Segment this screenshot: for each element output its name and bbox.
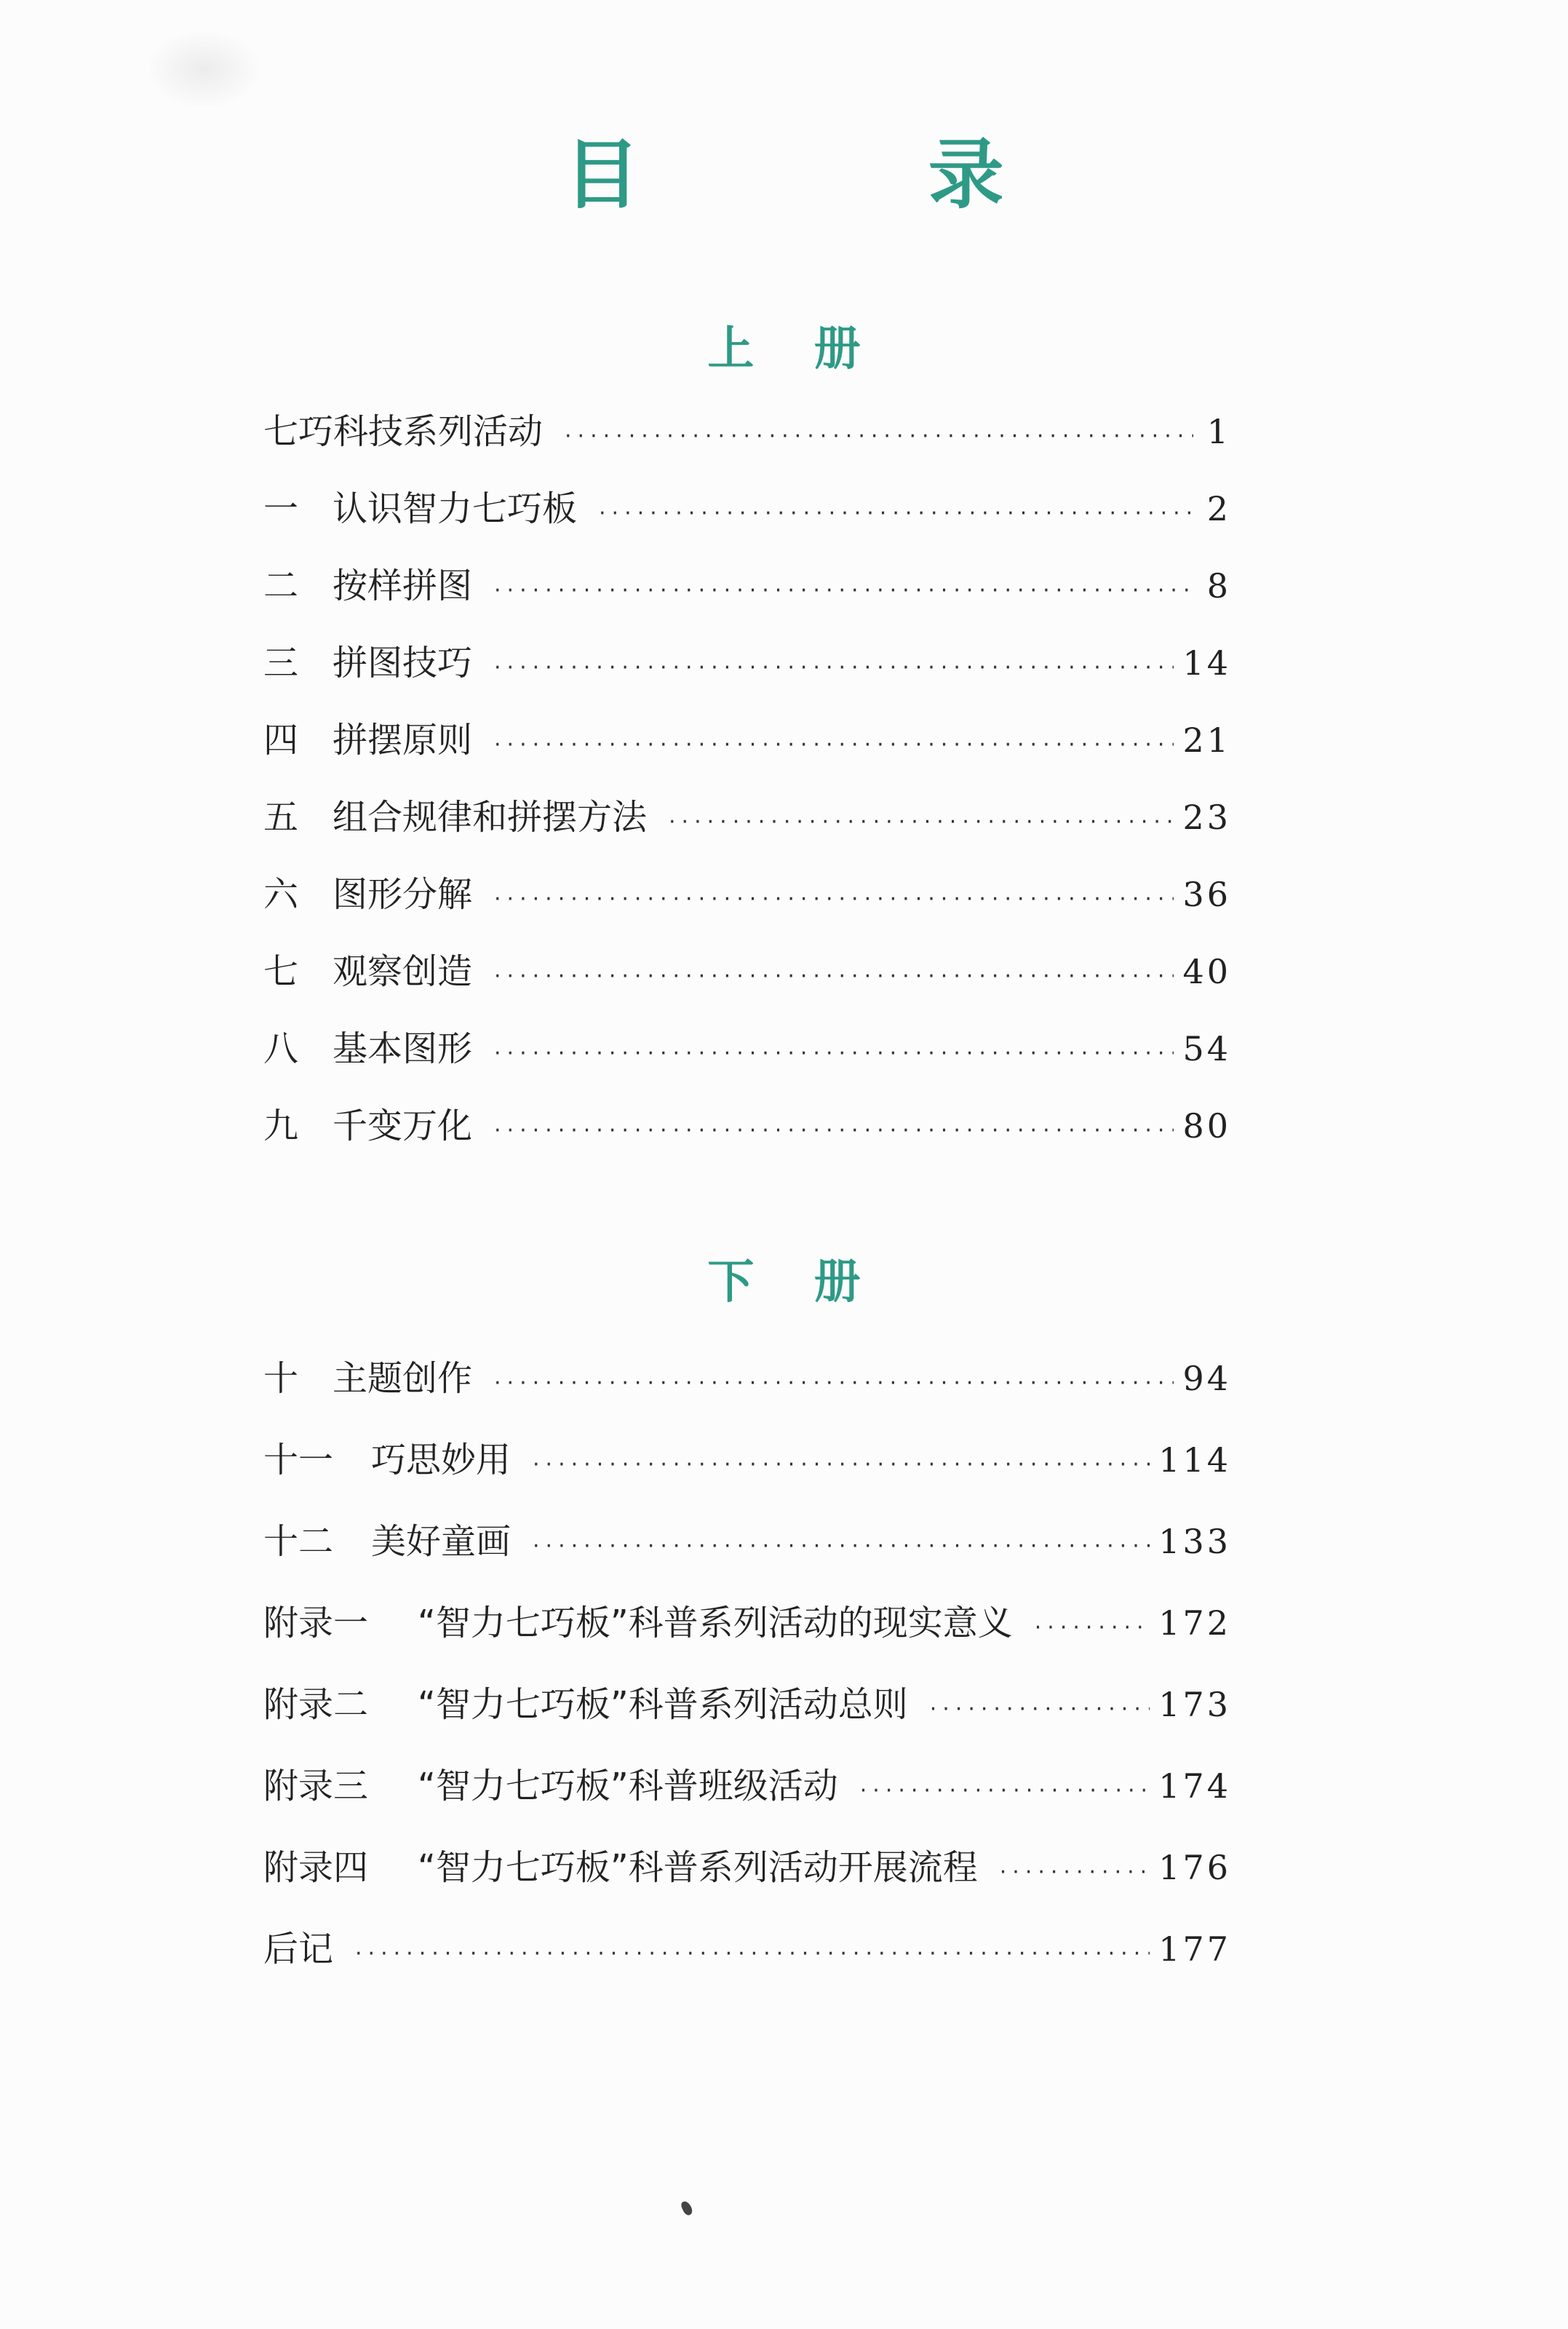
toc-entry[interactable] [263,702,1231,779]
toc-entry-number: 一 [263,488,299,529]
toc-entry-number: 九 [263,1106,299,1146]
toc-entry-label: 拼摆原则 [333,720,473,761]
toc-entry-label: 巧思妙用 [371,1440,512,1480]
toc-entry[interactable] [263,1664,1231,1745]
toc-entry-page: 133 [1158,1522,1231,1561]
dot-leader [930,1669,1150,1750]
toc-entry[interactable] [263,1908,1231,1990]
dot-leader [494,1015,1174,1092]
toc-entry-page: 177 [1158,1929,1231,1969]
toc-entry[interactable] [263,779,1231,856]
toc-entry-label: 按样拼图 [333,566,473,606]
toc-entry-number: 七 [263,951,299,992]
dot-leader [494,861,1174,938]
dot-leader [599,475,1193,552]
toc-entry-page: 14 [1182,643,1231,683]
toc-entry-page: 174 [1158,1766,1231,1806]
dot-leader [494,552,1193,630]
toc-entry[interactable] [263,1827,1231,1908]
toc-entry[interactable] [263,470,1231,547]
toc-entry-label: “智力七巧板”科普系列活动开展流程 [418,1847,978,1888]
toc-entry-label: 拼图技巧 [333,643,473,683]
dot-leader [669,784,1174,861]
toc-entry-number: 十二 [263,1521,334,1562]
toc-entry-page: 54 [1182,1029,1231,1068]
toc-entry-number: 二 [263,566,299,606]
toc-entry[interactable] [263,1419,1231,1501]
dot-leader [494,1343,1174,1424]
toc-entry-page: 23 [1182,798,1231,837]
toc-entry[interactable] [263,393,1231,470]
dot-leader [494,1092,1174,1170]
toc-entry[interactable] [263,1010,1231,1087]
dot-leader [494,630,1174,707]
toc-entry-number: 五 [263,797,299,838]
toc-entry-label: “智力七巧板”科普系列活动的现实意义 [418,1603,1013,1643]
toc-entry-page: 172 [1158,1603,1231,1643]
volume2-toc [263,1338,1231,1990]
toc-entry-label: 主题创作 [333,1358,473,1399]
toc-entry-label: 美好童画 [371,1521,512,1562]
toc-entry-page: 94 [1182,1359,1231,1398]
toc-entry[interactable] [263,1501,1231,1582]
volume2-heading: 下 册 [707,1255,883,1309]
toc-entry-label: 七巧科技系列活动 [263,411,544,452]
toc-entry[interactable] [263,1338,1231,1419]
toc-entry-label: 图形分解 [333,874,473,915]
toc-entry-label: 观察创造 [333,951,473,992]
toc-entry-number: 六 [263,874,299,915]
toc-entry-number: 十 [263,1358,299,1399]
toc-entry-label: “智力七巧板”科普系列活动总则 [418,1684,908,1725]
toc-entry[interactable] [263,547,1231,624]
dot-leader [565,398,1193,475]
dot-leader [355,1913,1150,1995]
toc-entry[interactable] [263,856,1231,933]
toc-entry-label: 千变万化 [333,1106,473,1146]
toc-entry[interactable] [263,933,1231,1010]
dot-leader [860,1750,1150,1832]
toc-entry-page: 8 [1206,566,1231,606]
dot-leader [533,1424,1150,1506]
toc-entry-page: 40 [1182,952,1231,991]
toc-entry-page: 36 [1182,875,1231,914]
toc-entry-page: 173 [1158,1685,1231,1724]
toc-entry-label: 认识智力七巧板 [333,488,578,529]
toc-entry-page: 176 [1158,1848,1231,1887]
toc-entry-number: 附录二 [263,1684,369,1725]
page-title: 目 录 [564,130,1135,219]
toc-entry-number: 附录四 [263,1847,369,1888]
toc-entry[interactable] [263,1087,1231,1164]
dot-leader [494,938,1174,1015]
toc-entry-number: 十一 [263,1440,334,1480]
toc-entry-number: 三 [263,643,299,683]
dot-leader [1035,1587,1150,1669]
scan-speck [680,2199,693,2216]
toc-entry[interactable] [263,1745,1231,1827]
toc-entry-number: 附录三 [263,1766,369,1806]
toc-entry-number: 四 [263,720,299,761]
volume1-toc [263,393,1231,1164]
toc-entry-number: 附录一 [263,1603,369,1643]
toc-entry-label: 基本图形 [333,1028,473,1069]
toc-entry[interactable] [263,1582,1231,1664]
toc-entry-page: 21 [1182,721,1231,760]
toc-entry-label: 后记 [263,1929,334,1969]
toc-entry-page: 1 [1206,412,1231,451]
toc-entry-label: 组合规律和拼摆方法 [333,797,648,838]
scan-smudge [146,29,262,109]
toc-entry-page: 114 [1158,1440,1231,1480]
toc-entry-page: 2 [1206,489,1231,528]
dot-leader [494,707,1174,784]
dot-leader [1000,1832,1150,1913]
toc-entry[interactable] [263,624,1231,702]
toc-entry-page: 80 [1182,1106,1231,1146]
toc-entry-label: “智力七巧板”科普班级活动 [418,1766,838,1806]
toc-entry-number: 八 [263,1028,299,1069]
volume1-heading: 上 册 [707,322,883,376]
dot-leader [533,1506,1150,1587]
